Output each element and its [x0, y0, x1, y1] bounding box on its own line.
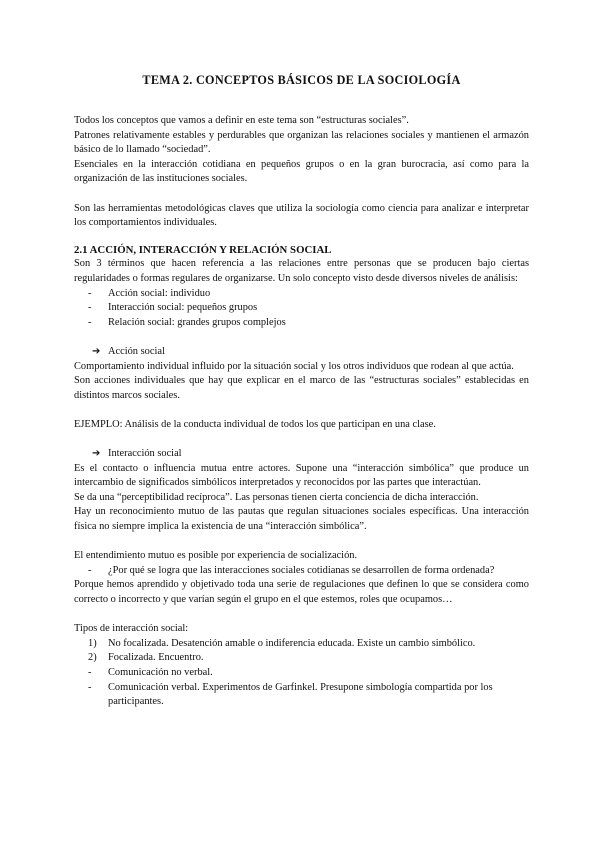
- accion-paragraph: Comportamiento individual influido por la situación social y los otros individuos que rodean al que actúa.: [74, 360, 514, 372]
- list-marker: 2): [88, 652, 97, 664]
- dash-marker: -: [88, 564, 92, 576]
- document-page: [74, 72, 529, 710]
- interaccion-paragraph: Es el contacto o influencia mutua entre actores. Supone una “interacción simbólica” que produce un intercambio de significados simbólicos interpretados y reconocidos por las partes que interactúan.: [74, 462, 529, 489]
- subheading-label: Acción social: [108, 345, 165, 357]
- dash-marker: -: [88, 316, 92, 328]
- list-item: 2) Focalizada. Encuentro.: [74, 651, 529, 666]
- list-item: - Comunicación no verbal.: [74, 666, 529, 681]
- list-item: - Relación social: grandes grupos complejos: [74, 316, 529, 331]
- accion-paragraph: Son acciones individuales que hay que explicar en el marco de las “estructuras sociales” establecidas en distintos marcos sociales.: [74, 375, 529, 401]
- dash-marker: -: [88, 287, 92, 299]
- levels-list: [74, 287, 529, 331]
- list-item: 1) No focalizada. Desatención amable o indiferencia educada. Existe un cambio simbólico.: [74, 637, 529, 652]
- subheading-label: Interacción social: [108, 448, 182, 460]
- interaccion-paragraph: El entendimiento mutuo es posible por experiencia de socialización.: [74, 550, 358, 562]
- interaccion-paragraph: Porque hemos aprendido y objetivado toda una serie de regulaciones que definen lo que se considera como correcto o incorrecto y que varían según el grupo en el que estemos, roles que ocupamos…: [74, 579, 529, 605]
- section-heading: 2.1 ACCIÓN, INTERACCIÓN Y RELACIÓN SOCIAL: [74, 243, 332, 256]
- list-item: - Acción social: individuo: [74, 287, 529, 302]
- document-title: TEMA 2. CONCEPTOS BÁSICOS DE LA SOCIOLOGÍA: [142, 73, 461, 87]
- list-marker: -: [88, 681, 92, 693]
- intro-paragraph: Todos los conceptos que vamos a definir en este tema son “estructuras sociales”.: [74, 115, 409, 126]
- accion-example: EJEMPLO: Análisis de la conducta individual de todos los que participan en una clase.: [74, 418, 436, 430]
- list-item: - Comunicación verbal. Experimentos de Garfinkel. Presupone simbología compartida por los participantes.: [88, 681, 493, 708]
- list-item: - Interacción social: pequeños grupos: [74, 301, 529, 316]
- tipos-list: [74, 637, 529, 710]
- interaccion-paragraph: Se da una “perceptibilidad recíproca”. Las personas tienen cierta conciencia de dicha interacción.: [74, 491, 479, 503]
- intro-paragraph: Patrones relativamente estables y perdurables que organizan las relaciones sociales y mantienen el armazón básico de lo llamado “sociedad”.: [74, 129, 529, 156]
- intro-paragraph: Esenciales en la interacción cotidiana en pequeños grupos o en la gran burocracia, así como para la organización de las instituciones sociales.: [74, 158, 529, 185]
- list-marker: 1): [88, 637, 97, 649]
- subheading-accion: [74, 345, 529, 360]
- interaccion-paragraph: Hay un reconocimiento mutuo de las pautas que regulan situaciones sociales específicas. Una interacción física no siempre implica la existencia de una “interacción simbólica”.: [74, 506, 529, 533]
- subheading-interaccion: [74, 447, 529, 462]
- list-marker: -: [88, 666, 92, 678]
- intro-paragraph-tools: Son las herramientas metodológicas claves que utiliza la sociología como ciencia para analizar e interpretar los comportamientos individuales.: [74, 202, 529, 229]
- arrow-right-icon: ➔: [92, 345, 101, 357]
- list-item: - ¿Por qué se logra que las interacciones sociales cotidianas se desarrollen de forma ordenada?: [74, 564, 529, 579]
- question-list: [74, 564, 529, 579]
- tipos-heading: Tipos de interacción social:: [74, 623, 189, 635]
- section-lead: Son 3 términos que hacen referencia a las relaciones entre personas que se producen bajo ciertas regularidades o formas regulares de organizarse. Un solo concepto visto desde diversos niveles de análisis:: [74, 258, 529, 284]
- arrow-right-icon: ➔: [92, 448, 101, 460]
- dash-marker: -: [88, 302, 92, 314]
- intro-block: [74, 114, 529, 187]
